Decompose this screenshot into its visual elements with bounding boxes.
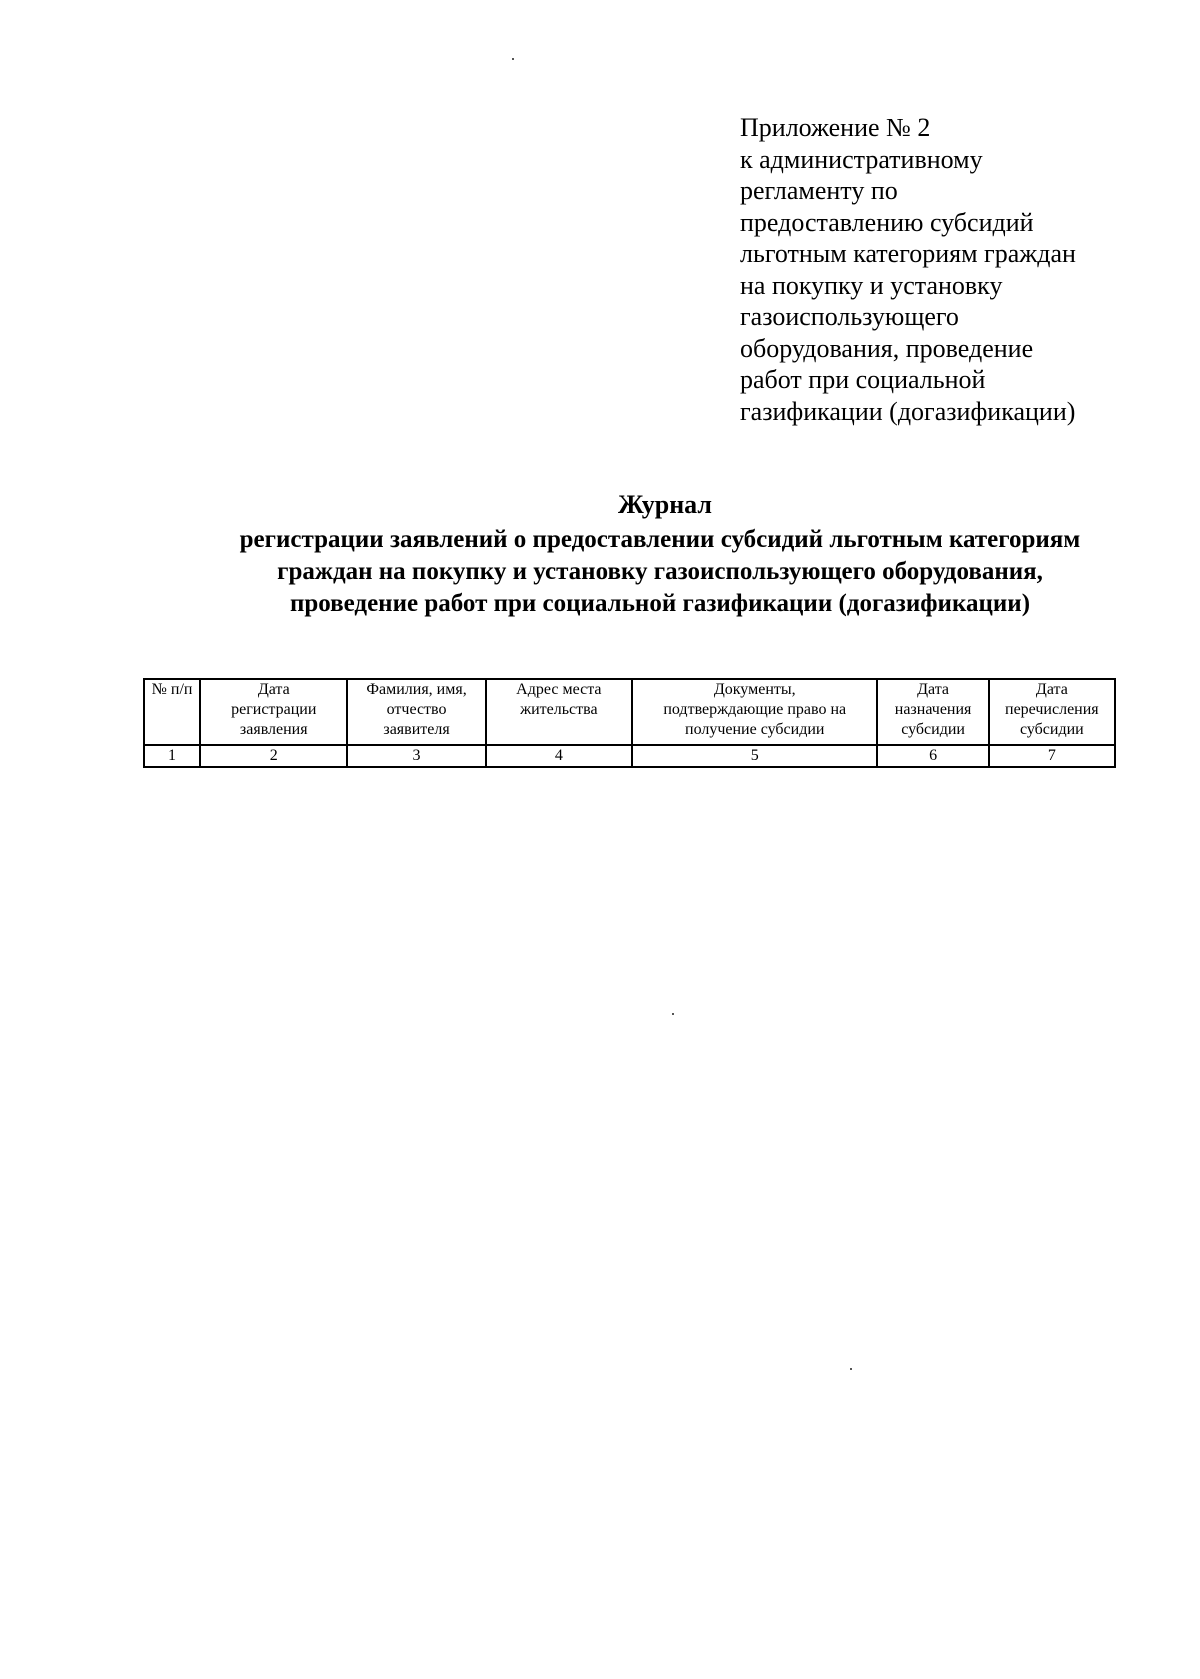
appendix-line: газификации (догазификации) bbox=[740, 396, 1076, 426]
column-number-cell: 7 bbox=[989, 745, 1115, 767]
scan-speck bbox=[512, 58, 514, 60]
appendix-line: оборудования, проведение bbox=[740, 333, 1034, 363]
appendix-block bbox=[740, 112, 1160, 427]
appendix-line: льготным категориям граждан bbox=[740, 239, 1076, 268]
appendix-line: к административному bbox=[740, 144, 983, 174]
column-number-cell: 5 bbox=[632, 745, 878, 767]
header-cell-documents: Документы, подтверждающие право на получение субсидии bbox=[632, 679, 878, 745]
header-cell-transfer-date: Дата перечисления субсидии bbox=[989, 679, 1115, 745]
appendix-line: Приложение № 2 bbox=[740, 113, 931, 142]
appendix-line: на покупку и установку bbox=[740, 270, 1003, 300]
header-cell-registration-date: Дата регистрации заявления bbox=[200, 679, 347, 745]
column-number-cell: 6 bbox=[877, 745, 988, 767]
appendix-line: предоставлению субсидий bbox=[740, 207, 1034, 237]
appendix-line: газоиспользующего bbox=[740, 302, 959, 331]
header-cell-assignment-date: Дата назначения субсидии bbox=[877, 679, 988, 745]
journal-title: Журнал bbox=[618, 490, 712, 519]
column-number-row bbox=[144, 745, 1115, 767]
scan-speck bbox=[850, 1368, 852, 1370]
header-cell-address: Адрес места жительства bbox=[486, 679, 632, 745]
header-cell-applicant-name: Фамилия, имя, отчество заявителя bbox=[347, 679, 485, 745]
journal-subtitle-line: регистрации заявлений о предоставлении субсидий льготным категориям bbox=[239, 526, 1081, 553]
column-number-cell: 4 bbox=[486, 745, 632, 767]
scan-speck bbox=[672, 1013, 674, 1015]
journal-subtitle-line: граждан на покупку и установку газоиспользующего оборудования, bbox=[277, 558, 1043, 585]
journal-subtitle-line: проведение работ при социальной газификации (догазификации) bbox=[289, 590, 1031, 617]
appendix-line: работ при социальной bbox=[740, 365, 986, 394]
appendix-line: регламенту по bbox=[740, 176, 898, 205]
header-row bbox=[144, 679, 1115, 745]
column-number-cell: 1 bbox=[144, 745, 200, 767]
column-number-cell: 3 bbox=[347, 745, 485, 767]
journal-table bbox=[143, 678, 1116, 768]
header-cell-number: № п/п bbox=[144, 679, 200, 745]
journal-subtitle bbox=[60, 524, 1200, 620]
column-number-cell: 2 bbox=[200, 745, 347, 767]
